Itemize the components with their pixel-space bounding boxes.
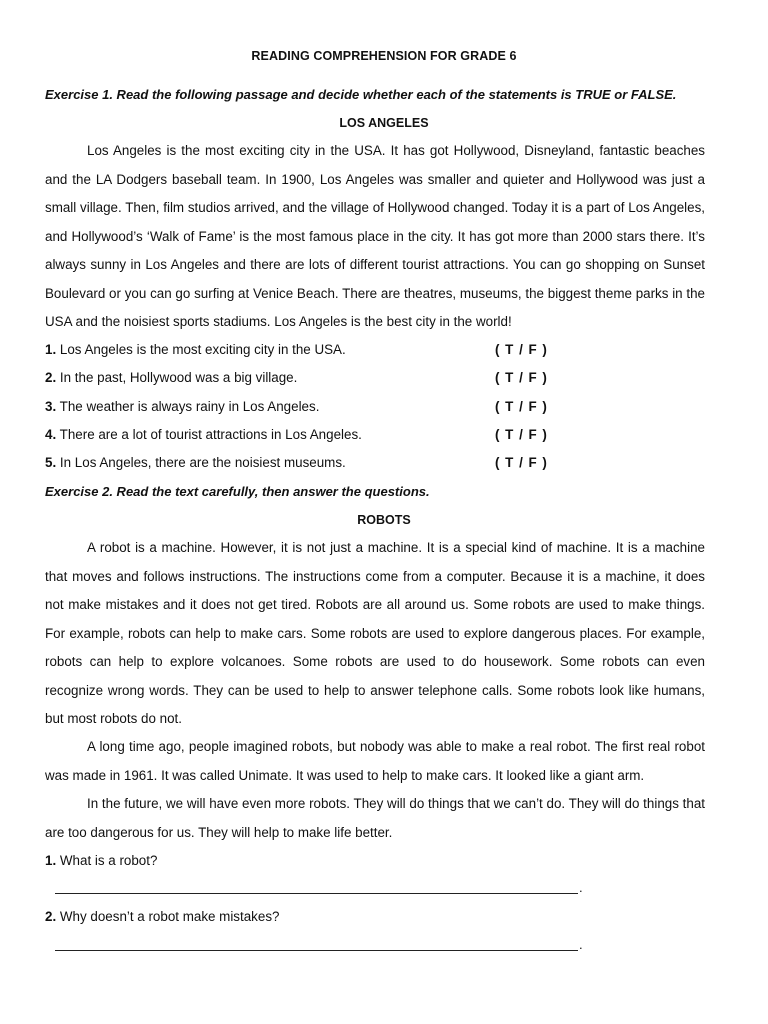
statement-text: In Los Angeles, there are the noisiest museums. bbox=[59, 455, 346, 470]
exercise-1-instruction: Exercise 1. Read the following passage and decide whether each of the statements is TRUE or FALSE. bbox=[45, 87, 677, 102]
statement-number: 3. bbox=[45, 399, 57, 414]
statement-item bbox=[45, 455, 705, 475]
passage-robots-paragraph-1: A robot is a machine. However, it is not just a machine. It is a special kind of machine. It is a machine that moves and follows instructions. The instructions come from a computer. Because it is a machine, it does not make mistakes and it does not get tired. Robots are all around us. Some robots are used to make things. For example, robots can help to make cars. Some robots are used to explore dangerous places. For example, robots can help to explore volcanoes. Some robots are used to do housework. Some robots can even recognize wrong words. They can be used to help to answer telephone calls. Some robots look like humans, but most robots do not. bbox=[45, 540, 705, 726]
question-text: What is a robot? bbox=[59, 853, 158, 868]
statement-number: 5. bbox=[45, 455, 57, 470]
true-false-choice[interactable]: ( T / F ) bbox=[495, 427, 548, 442]
statement-text: The weather is always rainy in Los Angeles. bbox=[59, 399, 320, 414]
true-false-choice[interactable]: ( T / F ) bbox=[495, 342, 548, 357]
statement-item bbox=[45, 370, 705, 390]
passage-los-angeles: Los Angeles is the most exciting city in the USA. It has got Hollywood, Disneyland, fantastic beaches and the LA Dodgers baseball team. In 1900, Los Angeles was smaller and quieter and Hollywood was just a small village. Then, film studios arrived, and the village of Hollywood changed. Today it is a part of Los Angeles, and Hollywood’s ‘Walk of Fame’ is the most famous place in the city. It has got more than 2000 stars there. It’s always sunny in Los Angeles and there are lots of different tourist attractions. You can go shopping on Sunset Boulevard or you can go surfing at Venice Beach. There are theatres, museums, the biggest theme parks in the USA and the noisiest sports stadiums. Los Angeles is the best city in the world! bbox=[45, 143, 705, 329]
question-number: 1. bbox=[45, 853, 57, 868]
answer-line[interactable] bbox=[55, 950, 578, 951]
passage-title-robots: ROBOTS bbox=[357, 513, 411, 527]
statement-text: In the past, Hollywood was a big village. bbox=[59, 370, 298, 385]
page-title: READING COMPREHENSION FOR GRADE 6 bbox=[251, 49, 517, 63]
statement-text: There are a lot of tourist attractions in Los Angeles. bbox=[59, 427, 362, 442]
statement-text: Los Angeles is the most exciting city in the USA. bbox=[59, 342, 346, 357]
answer-end-period: . bbox=[579, 880, 583, 895]
true-false-choice[interactable]: ( T / F ) bbox=[495, 455, 548, 470]
exercise-2-instruction: Exercise 2. Read the text carefully, then answer the questions. bbox=[45, 484, 430, 499]
statement-number: 1. bbox=[45, 342, 57, 357]
statement-number: 2. bbox=[45, 370, 57, 385]
statement-item bbox=[45, 427, 705, 447]
answer-end-period: . bbox=[579, 937, 583, 952]
question-number: 2. bbox=[45, 909, 57, 924]
passage-robots-paragraph-2: A long time ago, people imagined robots, but nobody was able to make a real robot. The first real robot was made in 1961. It was called Unimate. It was used to help to make cars. It looked like a giant arm. bbox=[45, 739, 705, 783]
statement-item bbox=[45, 342, 705, 362]
answer-line[interactable] bbox=[55, 893, 578, 894]
question-text: Why doesn’t a robot make mistakes? bbox=[59, 909, 280, 924]
statement-item bbox=[45, 399, 705, 419]
passage-robots-paragraph-3: In the future, we will have even more robots. They will do things that we can’t do. They will do things that are too dangerous for us. They will help to make life better. bbox=[45, 796, 705, 840]
statement-number: 4. bbox=[45, 427, 57, 442]
true-false-choice[interactable]: ( T / F ) bbox=[495, 399, 548, 414]
question-item bbox=[45, 853, 157, 868]
passage-title-los-angeles: LOS ANGELES bbox=[339, 116, 429, 130]
question-item bbox=[45, 909, 279, 924]
true-false-choice[interactable]: ( T / F ) bbox=[495, 370, 548, 385]
